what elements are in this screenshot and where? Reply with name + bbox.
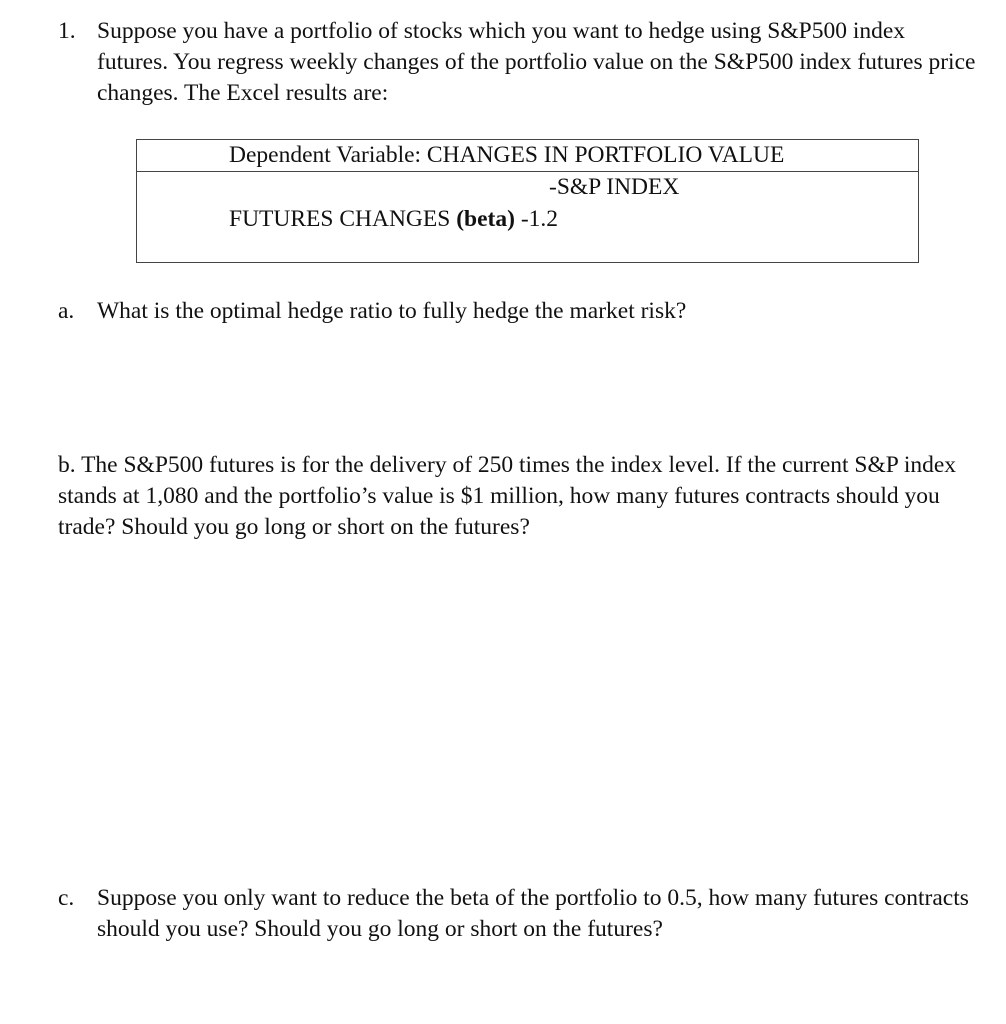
beta-row-prefix: FUTURES CHANGES: [229, 206, 457, 232]
part-c-question: Suppose you only want to reduce the beta of the portfolio to 0.5, how many futures contracts should you use? Should you go long or short on the futures?: [97, 885, 969, 942]
question-text: Suppose you have a portfolio of stocks which you want to hedge using S&P500 index futures. You regress weekly changes of the portfolio value on the S&P500 index futures price changes. The Excel results are:: [97, 18, 976, 106]
independent-variable-label: -S&P INDEX: [549, 174, 680, 200]
beta-label: (beta): [456, 206, 515, 232]
table-header-row: [137, 140, 918, 172]
question-number: 1.: [58, 18, 76, 44]
part-a-label: a.: [58, 298, 75, 324]
beta-row: [229, 204, 558, 235]
part-c-label: c.: [58, 885, 75, 911]
regression-results-table: [136, 139, 919, 263]
part-b-question: b. The S&P500 futures is for the delivery of 250 times the index level. If the current S&P index stands at 1,080 and the portfolio’s value is $1 million, how many futures contracts should you trade? Should you go long or short on the futures?: [58, 452, 957, 540]
dependent-variable-label: Dependent Variable: CHANGES IN PORTFOLIO VALUE: [229, 142, 785, 168]
beta-value: -1.2: [514, 206, 559, 232]
part-a-question: What is the optimal hedge ratio to fully hedge the market risk?: [97, 298, 687, 324]
